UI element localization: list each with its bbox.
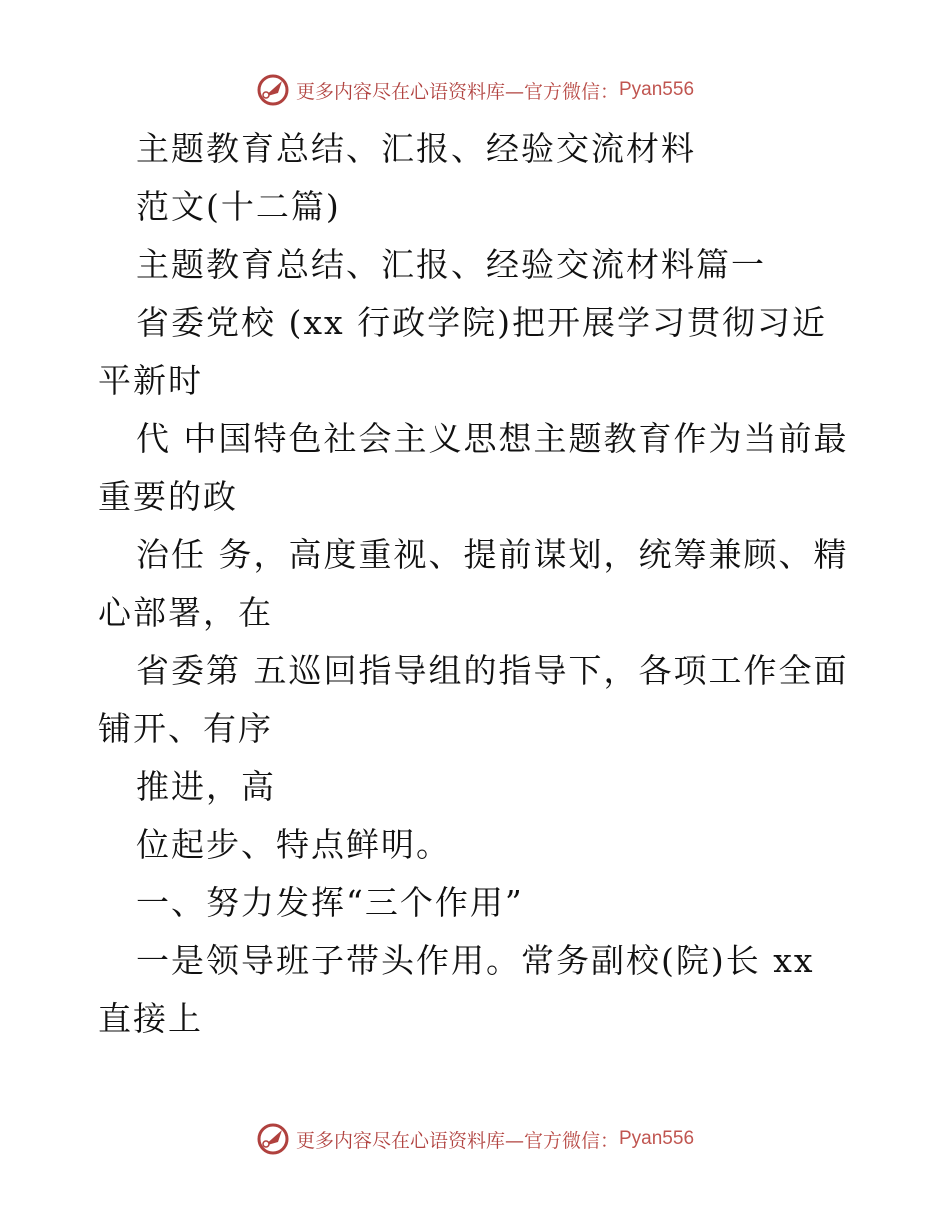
doc-title: 主题教育总结、汇报、经验交流材料 [136,129,696,168]
header-banner [0,73,950,107]
body-paragraph: 省委党校 (xx 行政学院)把开展学习贯彻习近平新时 [98,303,827,400]
footer-banner [0,1122,950,1156]
body-paragraph: 一是领导班子带头作用。常务副校(院)长 xx 直接上 [98,941,827,1038]
banner-wechat-label: 官方微信： [523,80,619,103]
banner-handle: Pyan556 [619,79,695,100]
body-paragraph: 治任 务，高度重视、提前谋划，统筹兼顾、精心部署，在 [98,535,849,632]
banner-handle: Pyan556 [619,1128,695,1149]
quill-logo-icon [256,73,290,107]
quill-logo-icon [256,1122,290,1156]
banner-text: 更多内容尽在心语资料库— [295,80,524,103]
body-paragraph: 代 中国特色社会主义思想主题教育作为当前最重要的政 [98,419,849,516]
subsection-heading: 一、努力发挥“三个作用” [136,883,524,922]
section-heading: 主题教育总结、汇报、经验交流材料篇一 [136,245,766,284]
body-paragraph: 推进，高 [136,767,276,806]
doc-subtitle: 范文(十二篇) [136,187,341,226]
body-paragraph: 位起步、特点鲜明。 [136,825,451,864]
body-paragraph: 省委第 五巡回指导组的指导下，各项工作全面铺开、有序 [98,651,849,748]
banner-wechat-label: 官方微信： [523,1129,619,1152]
banner-text: 更多内容尽在心语资料库— [295,1129,524,1152]
document-body [98,120,858,1048]
